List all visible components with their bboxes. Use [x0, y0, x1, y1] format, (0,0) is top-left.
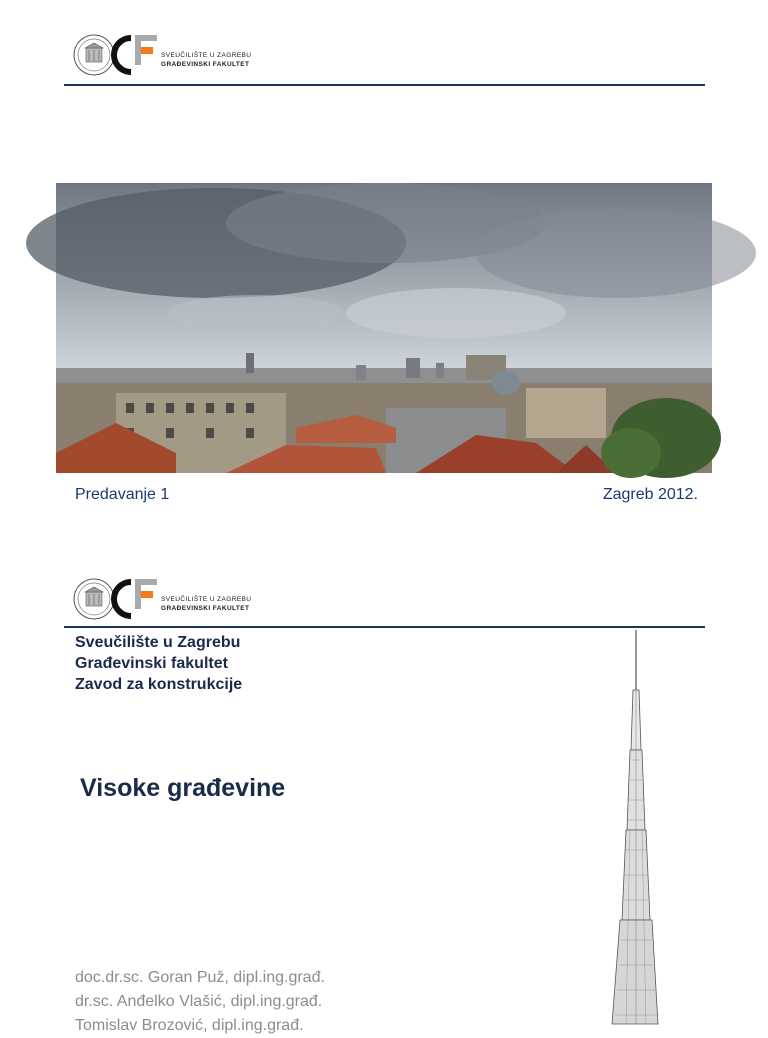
logo-text: [161, 51, 251, 69]
institution-university: Sveučilište u Zagrebu: [75, 634, 241, 651]
institution-block: [75, 632, 242, 695]
logo-line-faculty: GRAĐEVINSKI FAKULTET: [161, 605, 250, 612]
place-date: Zagreb 2012.: [602, 486, 698, 503]
university-seal-icon: [73, 34, 115, 76]
logo-line-faculty: GRAĐEVINSKI FAKULTET: [161, 61, 250, 68]
institution-department: Zavod za konstrukcije: [75, 676, 243, 693]
authors-list: [75, 966, 325, 1038]
faculty-logo: [73, 574, 253, 624]
institution-faculty: Građevinski fakultet: [75, 655, 228, 672]
faculty-logo: [73, 30, 253, 80]
author-3: Tomislav Brozović, dipl.ing.građ.: [75, 1017, 304, 1034]
gf-logo-mark-icon: [113, 30, 161, 80]
logo-line-university: SVEUČILIŠTE U ZAGREBU: [161, 596, 252, 603]
lecture-number: Predavanje 1: [75, 486, 170, 503]
zagreb-skyline-photo: [56, 183, 712, 473]
logo-text: [161, 595, 251, 613]
slide-2: [0, 560, 768, 1034]
university-seal-icon: [73, 578, 115, 620]
logo-line-university: SVEUČILIŠTE U ZAGREBU: [161, 52, 252, 59]
author-1: doc.dr.sc. Goran Puž, dipl.ing.građ.: [75, 969, 325, 986]
header-rule: [64, 626, 705, 628]
author-2: dr.sc. Anđelko Vlašić, dipl.ing.građ.: [75, 993, 323, 1010]
gf-logo-mark-icon: [113, 574, 161, 624]
header-rule: [64, 84, 705, 86]
presentation-title: Visoke građevine: [80, 774, 286, 802]
skyscraper-illustration-icon: [600, 630, 670, 1024]
